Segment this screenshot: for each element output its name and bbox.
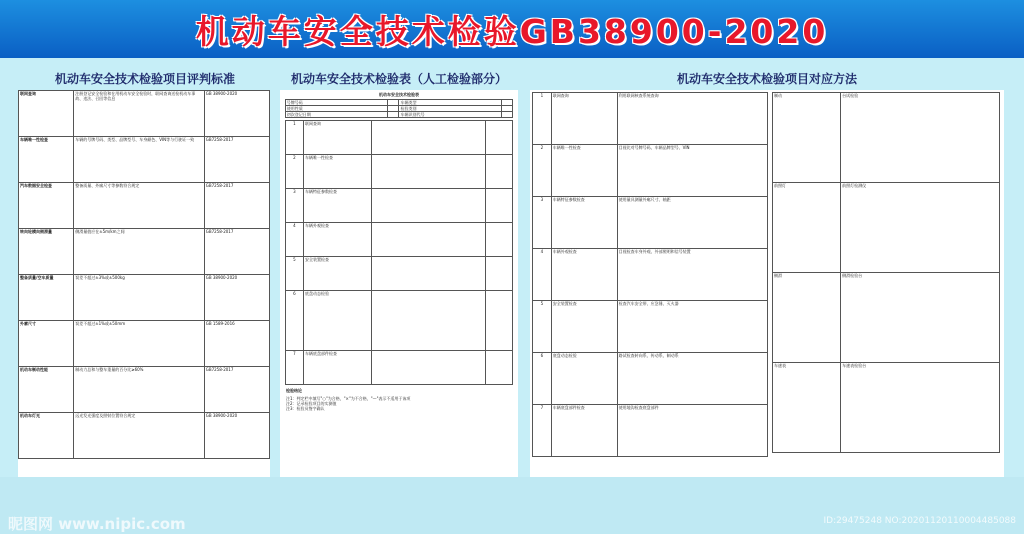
row-item: 联网查询 [19, 91, 74, 137]
row-basis: GB7258-2017 [204, 229, 269, 275]
table-row [19, 91, 270, 137]
row-standard: 远光发光强度及照射位置符合规定 [74, 413, 205, 459]
row-standard: 整备质量、外廓尺寸等参数符合规定 [74, 183, 205, 229]
section-name: 车辆特征参数检查 [303, 189, 371, 223]
table-row [19, 321, 270, 367]
section-number: 6 [285, 291, 303, 351]
section-name: 安全装置检查 [303, 257, 371, 291]
row-basis: GB7258-2017 [204, 137, 269, 183]
row-item: 车辆底盘部件检查 [551, 405, 617, 457]
form-notes [286, 396, 512, 411]
field-label: 检验类别 [399, 106, 501, 112]
table-row [19, 275, 270, 321]
form-header: 机动车安全技术检验表 [379, 92, 419, 97]
row-item: 车速表 [773, 363, 841, 453]
section-judge [485, 257, 512, 291]
section-detail [372, 121, 486, 155]
section-number: 1 [285, 121, 303, 155]
section-judge [485, 351, 512, 385]
field-label: 初次登记日期 [285, 112, 387, 118]
right-panel-title: 机动车安全技术检验项目对应方法 [676, 72, 857, 86]
row-standard: 制动力总和与整车重量的百分比≥60% [74, 367, 205, 413]
row-item: 侧滑 [773, 273, 841, 363]
section-name: 车辆外观检查 [303, 223, 371, 257]
table-row [533, 249, 768, 301]
table-row [533, 93, 768, 145]
form-section-row [285, 155, 512, 189]
table-row [533, 301, 768, 353]
section-detail [372, 223, 486, 257]
left-panel-title: 机动车安全技术检验项目评判标准 [54, 72, 235, 86]
watermark-left: 昵图网 www.nipic.com [8, 515, 186, 533]
table-row [533, 353, 768, 405]
table-row [19, 137, 270, 183]
form-fields-table [285, 99, 513, 118]
right-left-column [532, 92, 768, 457]
form-section-row [285, 291, 512, 351]
field-label: 号牌号码 [285, 100, 387, 106]
row-standard: 注册登记安全检验和在用机动车安全检验时，联网查询送检机动车事故、违法、召回等信息 [74, 91, 205, 137]
row-item: 车辆唯一性检查 [19, 137, 74, 183]
table-row [773, 93, 1000, 183]
row-method: 侧滑检验台 [841, 273, 1000, 363]
middle-panel-title: 机动车安全技术检验表（人工检验部分） [290, 72, 507, 86]
form-sections-table [285, 120, 513, 385]
row-item: 整备质量/空车质量 [19, 275, 74, 321]
row-item: 前照灯 [773, 183, 841, 273]
section-number: 5 [285, 257, 303, 291]
page-title: 机动车安全技术检验GB38900-2020 [195, 12, 829, 51]
section-number: 4 [285, 223, 303, 257]
form-section-row [285, 223, 512, 257]
form-section-row [285, 121, 512, 155]
method-table [532, 92, 768, 457]
table-row [533, 197, 768, 249]
section-judge [485, 155, 512, 189]
section-number: 3 [285, 189, 303, 223]
section-name: 车辆底盘部件检查 [303, 351, 371, 385]
section-judge [485, 121, 512, 155]
row-basis: GB 38900-2020 [204, 91, 269, 137]
row-basis: GB 38900-2020 [204, 275, 269, 321]
row-number: 7 [533, 405, 552, 457]
row-number: 1 [533, 93, 552, 145]
row-basis: GB7258-2017 [204, 367, 269, 413]
row-method: 目视检查车身外观、外部照明和信号装置 [617, 249, 767, 301]
form-note: 注1：判定栏中填写"○"为合格，"×"为不合格，"—"表示不适用于该项 [286, 396, 411, 401]
right-right-column [772, 92, 1000, 453]
form-section-row [285, 189, 512, 223]
section-judge [485, 291, 512, 351]
row-item: 汽车数据安全检查 [19, 183, 74, 229]
section-judge [485, 223, 512, 257]
section-detail [372, 351, 486, 385]
section-detail [372, 155, 486, 189]
row-method: 检查汽车安全带、应急锤、灭火器 [617, 301, 767, 353]
table-row [19, 183, 270, 229]
row-number: 2 [533, 145, 552, 197]
row-number: 6 [533, 353, 552, 405]
row-item: 车辆特征参数检查 [551, 197, 617, 249]
middle-panel [280, 90, 518, 477]
table-row [19, 229, 270, 275]
table-row [773, 183, 1000, 273]
field-value [388, 112, 399, 118]
table-row [533, 405, 768, 457]
form-field-row [285, 112, 512, 118]
standard-table [18, 90, 270, 459]
row-item: 车辆外观检查 [551, 249, 617, 301]
row-item: 机动车灯光 [19, 413, 74, 459]
section-name: 联网查询 [303, 121, 371, 155]
table-row [533, 145, 768, 197]
table-row [773, 363, 1000, 453]
row-method: 目视比对号牌号码、车辆品牌型号、VIN [617, 145, 767, 197]
watermark-right: ID:29475248 NO:20201120110004485088 [823, 516, 1016, 526]
row-item: 外廓尺寸 [19, 321, 74, 367]
row-method: 前照灯检测仪 [841, 183, 1000, 273]
poster-body [0, 58, 1024, 533]
row-number: 3 [533, 197, 552, 249]
form-note: 注2：记录检验项目的实测值 [286, 401, 337, 406]
row-item: 车辆唯一性检查 [551, 145, 617, 197]
section-detail [372, 291, 486, 351]
row-method: 台试检验 [841, 93, 1000, 183]
right-panel [530, 90, 1004, 477]
section-name: 底盘动态检验 [303, 291, 371, 351]
form-section-row [285, 351, 512, 385]
left-panel [18, 90, 270, 477]
row-item: 机动车制动性能 [19, 367, 74, 413]
top-banner [0, 0, 1024, 58]
field-label: 车辆类型 [399, 100, 501, 106]
row-number: 5 [533, 301, 552, 353]
row-standard: 车辆的号牌号码、类型、品牌型号、车身颜色、VIN等与行驶证一致 [74, 137, 205, 183]
table-row [19, 413, 270, 459]
field-label: 使用性质 [285, 106, 387, 112]
field-label: 车辆识别代号 [399, 112, 501, 118]
row-method: 使用量具测量外廓尺寸、轴距 [617, 197, 767, 249]
row-basis: GB7258-2017 [204, 183, 269, 229]
section-detail [372, 257, 486, 291]
row-basis: GB 38900-2020 [204, 413, 269, 459]
row-method: 使用地沟检查底盘部件 [617, 405, 767, 457]
row-standard: 误差不超过±1%或±50mm [74, 321, 205, 367]
section-number: 2 [285, 155, 303, 189]
row-basis: GB 1589-2016 [204, 321, 269, 367]
row-method: 路试检查转向系、传动系、制动系 [617, 353, 767, 405]
table-row [773, 273, 1000, 363]
row-item: 安全装置检查 [551, 301, 617, 353]
row-method: 利用联网核查系统查询 [617, 93, 767, 145]
row-number: 4 [533, 249, 552, 301]
section-name: 车辆唯一性检查 [303, 155, 371, 189]
row-method: 车速表检验台 [841, 363, 1000, 453]
row-standard: 误差不超过±3%或±500kg [74, 275, 205, 321]
section-judge [485, 189, 512, 223]
table-row [19, 367, 270, 413]
section-detail [372, 189, 486, 223]
row-item: 转向轮横向侧滑量 [19, 229, 74, 275]
form-note: 注3：检验员签字确认 [286, 406, 325, 411]
row-item: 底盘动态检验 [551, 353, 617, 405]
instrument-table [772, 92, 1000, 453]
section-number: 7 [285, 351, 303, 385]
row-standard: 侧滑量值应在±5m/km之间 [74, 229, 205, 275]
row-item: 制动 [773, 93, 841, 183]
field-value [501, 112, 512, 118]
form-section-row [285, 257, 512, 291]
judgement-label: 检验结论 [286, 388, 302, 393]
row-item: 联网查询 [551, 93, 617, 145]
